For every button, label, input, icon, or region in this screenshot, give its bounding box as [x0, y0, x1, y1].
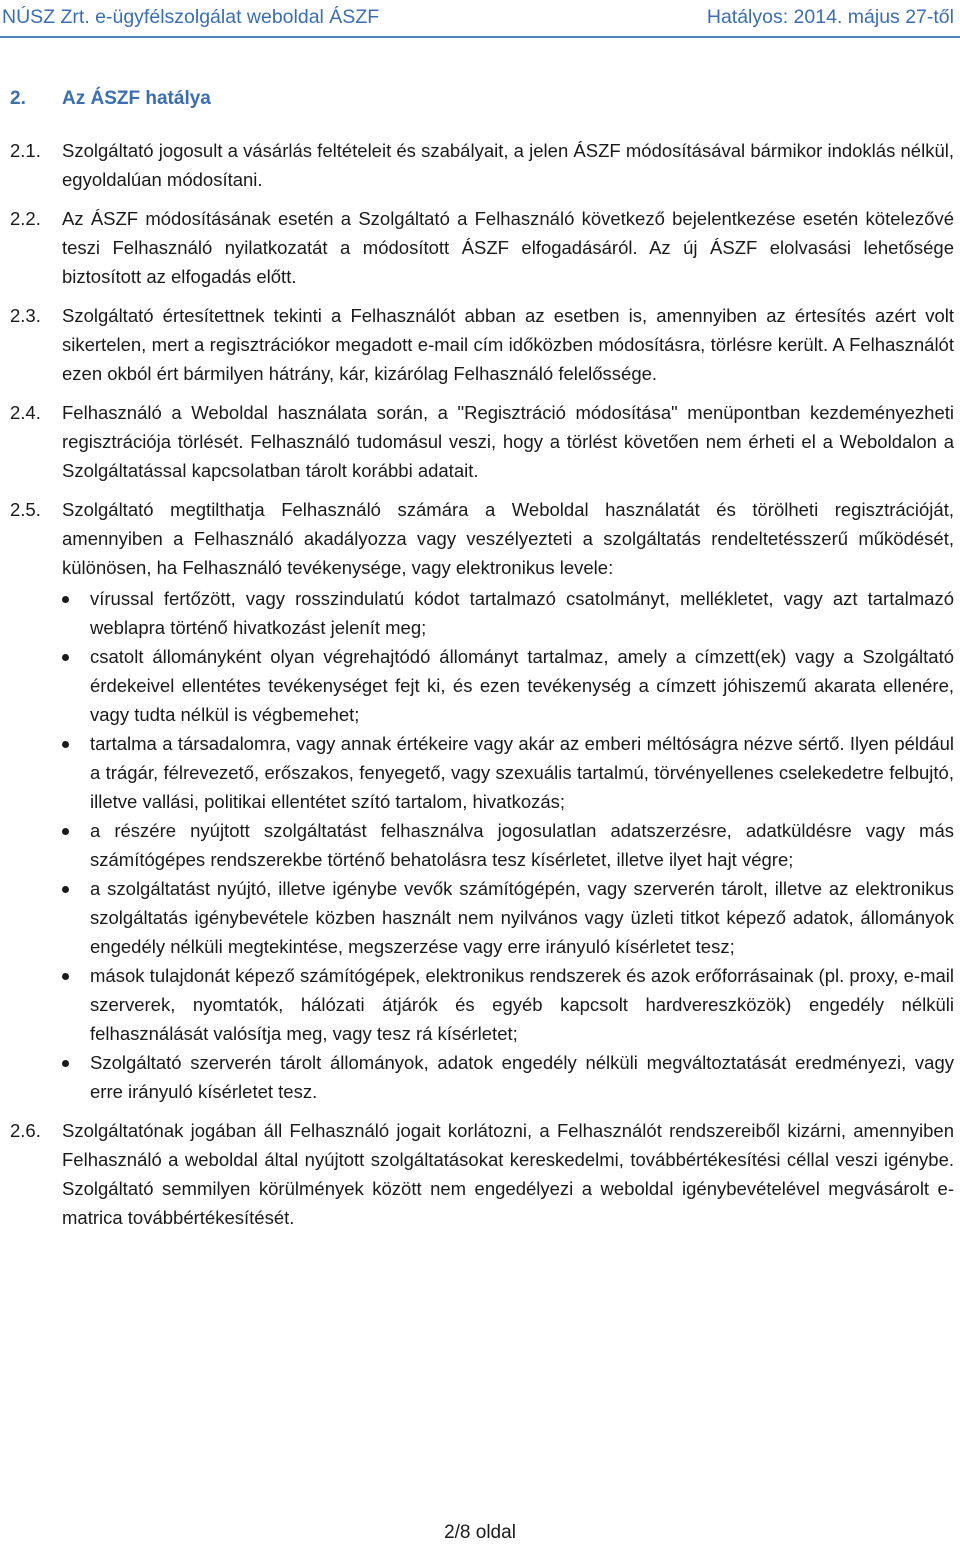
- list-item-text: vírussal fertőzött, vagy rosszindulatú kódot tartalmazó csatolmányt, mellékletet, vagy azt tartalmazó weblapra történő hivatkozást jelenít meg;: [90, 588, 954, 638]
- paragraph-number: 2.3.: [10, 305, 41, 326]
- page-header: [0, 0, 960, 38]
- list-item: [62, 874, 954, 961]
- paragraph-number: 2.4.: [10, 402, 41, 423]
- paragraph-number: 2.2.: [10, 208, 41, 229]
- list-item: [62, 642, 954, 729]
- list-item-text: a részére nyújtott szolgáltatást felhasználva jogosulatlan adatszerzésre, adatküldésre vagy más számítógépes rendszerekbe történő behatolásra tesz kísérletet, illetve ilyet hajt végre;: [90, 820, 954, 870]
- list-item-text: Szolgáltató szerverén tárolt állományok, adatok engedély nélküli megváltoztatását eredményezi, vagy erre irányuló kísérletet tesz.: [90, 1052, 954, 1102]
- paragraph-text: Szolgáltató megtilthatja Felhasználó számára a Weboldal használatát és törölheti regisztrációját, amennyiben a Felhasználó akadályozza vagy veszélyezteti a szolgáltatás rendeltetésszerű működését, különösen, ha Felhasználó tevékenysége, vagy elektronikus levele:: [62, 499, 954, 578]
- document-body: [10, 84, 954, 1242]
- paragraph-text: Szolgáltató értesítettnek tekinti a Felhasználót abban az esetben is, amennyiben az értesítés azért volt sikertelen, mert a regisztrációkor megadott e-mail cím időközben módosításra, törlésre került. A Felhasználót ezen okból ért bármilyen hátrány, kár, kizárólag Felhasználó felelőssége.: [62, 305, 954, 384]
- list-item: [62, 816, 954, 874]
- list-item: [62, 961, 954, 1048]
- list-item: [62, 584, 954, 642]
- list-item: [62, 729, 954, 816]
- effective-date: Hatályos: 2014. május 27-től: [706, 6, 954, 28]
- paragraph-text: Felhasználó a Weboldal használata során, a "Regisztráció módosítása" menüpontban kezdeményezheti regisztrációja törlését. Felhasználó tudomásul veszi, hogy a törlést követően nem érheti el a Weboldalon a Szolgáltatással kapcsolatban tárolt korábbi adatait.: [62, 402, 954, 481]
- document-title: NÚSZ Zrt. e-ügyfélszolgálat weboldal ÁSZF: [2, 6, 380, 28]
- paragraph-number: 2.6.: [10, 1120, 41, 1141]
- bullet-icon: [62, 1060, 69, 1067]
- paragraph-text: Szolgáltatónak jogában áll Felhasználó jogait korlátozni, a Felhasználót rendszereiből kizárni, amennyiben Felhasználó a weboldal által nyújtott szolgáltatásokat kereskedelmi, továbbértékesítési céllal veszi igénybe. Szolgáltató semmilyen körülmények között nem engedélyezi a weboldal igénybevételével megvásárolt e-matrica továbbértékesítését.: [62, 1120, 954, 1228]
- section-heading: [10, 84, 954, 113]
- list-item-text: mások tulajdonát képező számítógépek, elektronikus rendszerek és azok erőforrásainak (pl. proxy, e-mail szerverek, nyomtatók, hálózati átjárók és egyéb kapcsolt hardvereszközök) engedély nélküli felhasználását valósítja meg, vagy tesz rá kísérletet;: [90, 965, 954, 1044]
- paragraph-number: 2.1.: [10, 140, 41, 161]
- paragraph-2-2: [10, 204, 954, 291]
- section-title: Az ÁSZF hatálya: [62, 88, 211, 109]
- bullet-icon: [62, 828, 69, 835]
- paragraph-number: 2.5.: [10, 499, 41, 520]
- bullet-icon: [62, 741, 69, 748]
- bullet-icon: [62, 596, 69, 603]
- list-item: [62, 1048, 954, 1106]
- paragraph-text: Szolgáltató jogosult a vásárlás feltételeit és szabályait, a jelen ÁSZF módosításával bármikor indoklás nélkül, egyoldalúan módosítani.: [62, 140, 954, 190]
- paragraph-body: [62, 495, 954, 1106]
- bullet-icon: [62, 654, 69, 661]
- paragraph-2-1: [10, 136, 954, 194]
- section-number: 2.: [10, 88, 26, 109]
- paragraph-text: Az ÁSZF módosításának esetén a Szolgáltató a Felhasználó következő bejelentkezése esetén kötelezővé teszi Felhasználó nyilatkozatát a módosított ÁSZF elfogadásáról. Az új ÁSZF elolvasási lehetősége biztosított az elfogadás előtt.: [62, 208, 954, 287]
- paragraph-2-6: [10, 1116, 954, 1232]
- list-item-text: a szolgáltatást nyújtó, illetve igénybe vevők számítógépén, vagy szerverén tárolt, illetve az elektronikus szolgáltatás igénybevétele közben használt nem nyilvános vagy üzleti titkot képező adatok, állományok engedély nélküli megtekintése, megszerzése vagy erre irányuló kísérletet tesz;: [90, 878, 954, 957]
- paragraph-2-5: [10, 495, 954, 1106]
- bullet-list: [62, 584, 954, 1106]
- list-item-text: csatolt állományként olyan végrehajtódó állományt tartalmaz, amely a címzett(ek) vagy a Szolgáltató érdekeivel ellentétes tevékenységet fejt ki, és ezen tevékenység a címzett jóhiszemű akarata ellenére, vagy tudta nélkül is végbemehet;: [90, 646, 954, 725]
- paragraph-2-3: [10, 301, 954, 388]
- bullet-icon: [62, 886, 69, 893]
- list-item-text: tartalma a társadalomra, vagy annak értékeire vagy akár az emberi méltóságra nézve sértő. Ilyen például a trágár, félrevezető, erőszakos, fenyegető, vagy szexuális tartalmú, törvényellenes cselekedetre felbujtó, illetve vallási, politikai ellentétet szító tartalom, hivatkozás;: [90, 733, 954, 812]
- paragraph-2-4: [10, 398, 954, 485]
- page-number: 2/8 oldal: [444, 1522, 516, 1543]
- bullet-icon: [62, 973, 69, 980]
